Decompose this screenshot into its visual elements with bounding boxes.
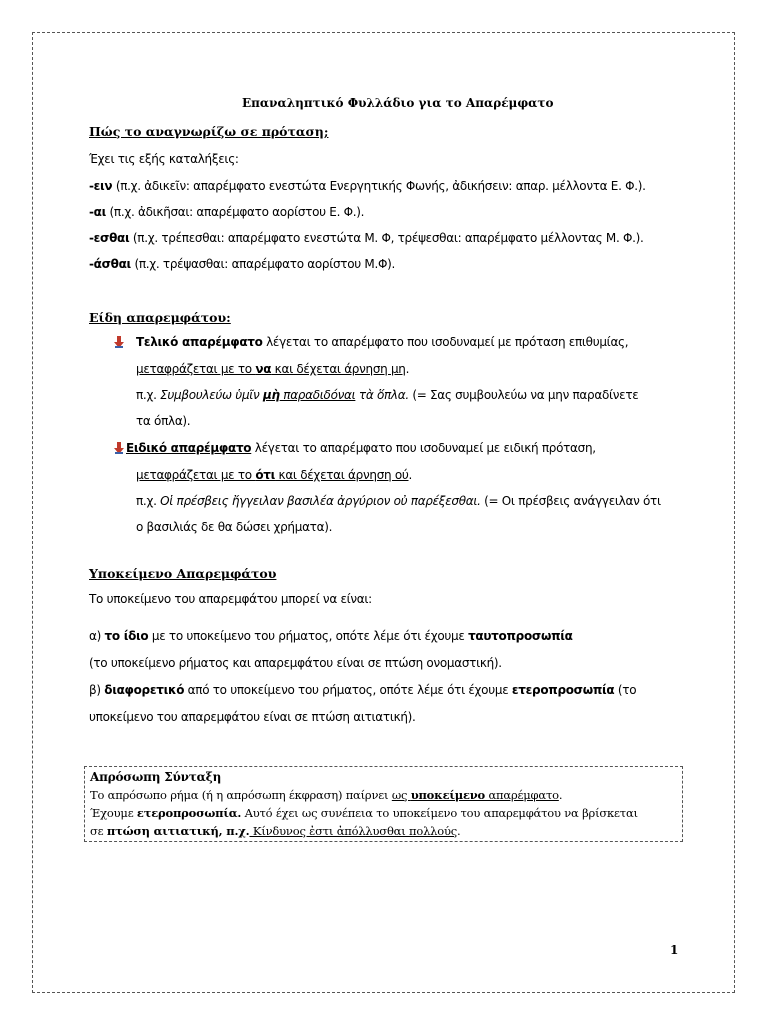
final-trans-post: και δέχεται άρνηση μη: [271, 362, 406, 376]
special-example-cont: ο βασιλιάς δε θα δώσει χρήματα).: [136, 520, 333, 534]
ending-suffix: -αι: [89, 205, 107, 219]
final-ex-a: Συμβουλεύω ὑμῖν: [160, 388, 263, 402]
imp-l3-b: πτώση αιτιατική, π.χ.: [106, 824, 250, 838]
imp-l1-c: υποκείμενο: [410, 788, 485, 802]
final-translation: [136, 362, 409, 376]
imp-l1-b: ως: [391, 788, 411, 802]
imp-l2-c: Αυτό έχει ως συνέπεια το υποκείμενο του απαρεμφάτου να βρίσκεται: [241, 806, 638, 820]
option-b-term: ετεροπροσωπία: [511, 683, 615, 697]
final-example-cont: τα όπλα).: [136, 414, 191, 428]
ending-suffix: -ειν: [89, 179, 113, 193]
final-ex-c: παραδιδόναι: [279, 388, 356, 402]
ending-line: [89, 179, 646, 193]
final-ex-b: μὴ: [262, 388, 280, 402]
impersonal-heading: Απρόσωπη Σύνταξη: [90, 770, 222, 784]
recognize-intro: Έχει τις εξής καταλήξεις:: [89, 152, 239, 166]
document-title: Επαναληπτικό Φυλλάδιο για το Απαρέμφατο: [242, 96, 554, 110]
types-heading: Είδη απαρεμφάτου:: [89, 310, 231, 325]
final-ex-d: τὰ ὅπλα.: [355, 388, 409, 402]
ending-desc: (π.χ. τρέπεσθαι: απαρέμφατο ενεστώτα Μ. Φ, τρέψεσθαι: απαρέμφατο μέλλοντας Μ. Φ.).: [129, 231, 644, 245]
special-infinitive-def-text: λέγεται το απαρέμφατο που ισοδυναμεί με ειδική πρόταση,: [251, 441, 596, 455]
special-example: [136, 494, 661, 508]
arrow-down-bullet-icon: [114, 336, 124, 348]
final-infinitive-def-text: λέγεται το απαρέμφατο που ισοδυναμεί με πρόταση επιθυμίας,: [262, 335, 629, 349]
page-border: [32, 32, 735, 993]
imp-l3-c: Κίνδυνος ἐστι ἀπόλλυσθαι πολλούς: [249, 824, 458, 838]
subject-heading: Υποκείμενο Απαρεμφάτου: [89, 566, 277, 581]
imp-l3-a: σε: [90, 824, 107, 838]
subject-option-a: [89, 629, 573, 643]
impersonal-line-3: [90, 824, 461, 838]
final-ex-label: π.χ.: [136, 388, 161, 402]
special-infinitive-def: [126, 441, 596, 455]
option-a-text: με το υποκείμενο του ρήματος, οπότε λέμε ότι έχουμε: [148, 629, 469, 643]
ending-desc: (π.χ. ἀδικῆσαι: απαρέμφατο αορίστου Ε. Φ.).: [106, 205, 365, 219]
special-trans-post: και δέχεται άρνηση ού: [275, 468, 409, 482]
ending-desc: (π.χ. ἀδικεῖν: απαρέμφατο ενεστώτα Ενεργητικής Φωνής, ἀδικήσειν: απαρ. μέλλοντα Ε. Φ.).: [112, 179, 646, 193]
special-infinitive-term: Ειδικό απαρέμφατο: [126, 441, 252, 455]
special-trans-pre: μεταφράζεται με το: [136, 468, 256, 482]
arrow-down-bullet-icon: [114, 442, 124, 454]
imp-l2-a: Έχουμε: [90, 806, 137, 820]
final-infinitive-def: [136, 335, 628, 349]
final-trans-word: να: [255, 362, 272, 376]
subject-option-a-note: (το υποκείμενο ρήματος και απαρεμφάτου είναι σε πτώση ονομαστική).: [89, 656, 502, 670]
impersonal-line-2: [90, 806, 638, 820]
option-b-text: από το υποκείμενο του ρήματος, οπότε λέμε ότι έχουμε: [184, 683, 512, 697]
special-ex-trans: (= Οι πρέσβεις ανάγγειλαν ότι: [480, 494, 661, 508]
page-number: 1: [670, 943, 679, 957]
ending-suffix: -άσθαι: [89, 257, 131, 271]
subject-option-b-note: υποκείμενο του απαρεμφάτου είναι σε πτώση αιτιατική).: [89, 710, 416, 724]
final-trans-end: .: [405, 362, 410, 376]
special-trans-end: .: [408, 468, 413, 482]
option-a-term: ταυτοπροσωπία: [468, 629, 573, 643]
imp-l3-d: .: [457, 824, 461, 838]
special-ex-text: Οἱ πρέσβεις ἤγγειλαν βασιλέα ἀργύριον οὐ παρέξεσθαι.: [160, 494, 481, 508]
final-example: [136, 388, 638, 402]
imp-l1-a: Το απρόσωπο ρήμα (ή η απρόσωπη έκφραση) παίρνει: [90, 788, 392, 802]
ending-desc: (π.χ. τρέψασθαι: απαρέμφατο αορίστου Μ.Φ).: [130, 257, 396, 271]
option-a-bold: το ίδιο: [104, 629, 149, 643]
imp-l1-e: .: [558, 788, 563, 802]
ending-line: [89, 231, 644, 245]
imp-l1-d: απαρέμφατο: [485, 788, 559, 802]
special-trans-word: ότι: [255, 468, 276, 482]
final-ex-trans: (= Σας συμβουλεύω να μην παραδίνετε: [408, 388, 639, 402]
special-translation: [136, 468, 412, 482]
final-trans-pre: μεταφράζεται με το: [136, 362, 256, 376]
subject-intro: Το υποκείμενο του απαρεμφάτου μπορεί να είναι:: [89, 592, 372, 606]
subject-option-b: [89, 683, 677, 697]
option-b-bold: διαφορετικό: [104, 683, 185, 697]
option-b-tail: (το: [614, 683, 637, 697]
ending-line: [89, 205, 364, 219]
option-a-label: α): [89, 629, 105, 643]
imp-l2-b: ετεροπροσωπία.: [136, 806, 242, 820]
special-ex-label: π.χ.: [136, 494, 161, 508]
final-infinitive-term: Τελικό απαρέμφατο: [136, 335, 263, 349]
recognize-heading: Πώς το αναγνωρίζω σε πρόταση;: [89, 124, 329, 139]
option-b-label: β): [89, 683, 105, 697]
ending-line: [89, 257, 395, 271]
impersonal-line-1: [90, 788, 562, 802]
ending-suffix: -εσθαι: [89, 231, 130, 245]
